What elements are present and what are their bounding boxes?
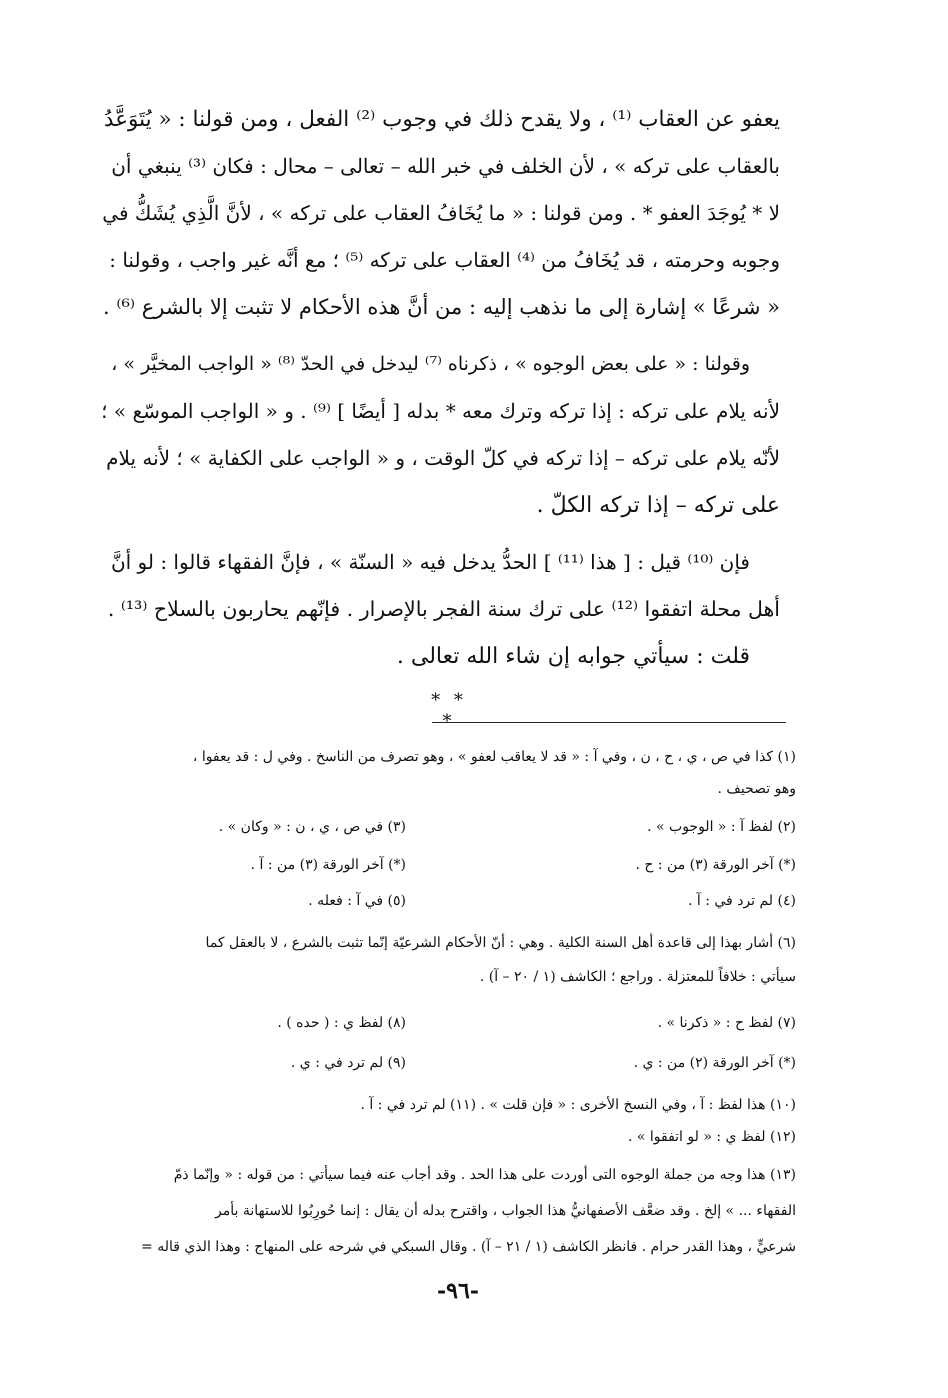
footnote-row	[106, 886, 796, 916]
footnote-10-11: (١٠) هذا لفظ : آ ، وفي النسخ الأخرى : « فإن قلت » . (١١) لم ترد في : آ .	[360, 1097, 796, 1113]
footnote-13-line-3: شرعيٍّ ، وهذا القدر حرام . فانظر الكاشف (١ / ٢١ – آ) . وقال السبكي في شرحه على المنهاج : وهذا الذي قاله =	[141, 1239, 796, 1255]
section-separator-stars: * * *	[431, 690, 467, 732]
text-line: على تركه – إذا تركه الكلّ .	[536, 493, 780, 518]
footnote-1-line-1: (١) كذا في ص ، ي ، ح ، ن ، وفي آ : « قد لا يعاقب لعفو » ، وهو تصرف من الناسخ . وفي ل : قد يعفوا ،	[192, 749, 796, 765]
footnote-2: (٢) لفظ آ : « الوجوب » .	[647, 819, 796, 835]
footnote-divider	[432, 722, 786, 723]
text-line: لأنّه يلام على تركه – إذا تركه في كلّ الوقت ، و « الواجب على الكفاية » ؛ لأنه يلام	[106, 446, 780, 470]
text-line: « شرعًا » إشارة إلى ما نذهب إليه : من أنَّ هذه الأحكام لا تثبت إلا بالشرع ⁽⁶⁾ .	[102, 295, 780, 319]
footnote-7: (٧) لفظ ح : « ذكرنا » .	[657, 1015, 796, 1031]
footnote-8: (٨) لفظ ي : ( حده ) .	[277, 1015, 406, 1031]
footnote-4: (٤) لم ترد في : آ .	[687, 893, 796, 909]
footnote-5: (٥) في آ : فعله .	[308, 893, 406, 909]
footnote-folio-marker: (*) آخر الورقة (٣) من : ح .	[635, 857, 796, 873]
footnote-13-line-1: (١٣) هذا وجه من جملة الوجوه التى أوردت على هذا الحد . وقد أجاب عنه فيما سيأتي : من قوله : « وإنّما ذمّ	[173, 1167, 796, 1183]
footnote-folio-marker: (*) آخر الورقة (٣) من : آ .	[250, 857, 406, 873]
text-line: لا * يُوجَدَ العفو * . ومن قولنا : « ما يُخَافُ العقاب على تركه » ، لأنَّ الَّذِي يُشَكُّ في	[102, 201, 780, 225]
footnote-row	[106, 1008, 796, 1038]
main-text-body	[100, 96, 780, 680]
text-line: فإن ⁽¹⁰⁾ قيل : [ هذا ⁽¹¹⁾ ] الحدُّ يدخل فيه « السنّة » ، فإنَّ الفقهاء قالوا : لو أنَّ	[110, 550, 750, 574]
text-line: بالعقاب على تركه » ، لأن الخلف في خبر الله – تعالى – محال : فكان ⁽³⁾ ينبغي أن	[111, 154, 780, 178]
footnote-9: (٩) لم ترد في : ي .	[290, 1055, 406, 1071]
footnote-row	[106, 812, 796, 842]
footnote-13-line-2: الفقهاء ... » إلخ . وقد ضعَّف الأصفهانيُّ هذا الجواب ، واقترح بدله أن يقال : إنما حُورِبُوا للاستهانة بأمر	[215, 1203, 796, 1219]
text-line: وجوبه وحرمته ، قد يُخَافُ من ⁽⁴⁾ العقاب على تركه ⁽⁵⁾ ؛ مع أنَّه غير واجب ، وقولنا :	[109, 248, 780, 272]
footnote-3: (٣) في ص ، ي ، ن : « وكان » .	[218, 819, 406, 835]
footnote-row	[106, 1048, 796, 1078]
text-line: أهل محلة اتفقوا ⁽¹²⁾ على ترك سنة الفجر بالإصرار . فإنّهم يحاربون بالسلاح ⁽¹³⁾ .	[107, 597, 780, 621]
footnote-1-line-2: وهو تصحيف .	[717, 781, 796, 797]
text-line: قلت : سيأتي جوابه إن شاء الله تعالى .	[396, 644, 750, 669]
text-line: وقولنا : « على بعض الوجوه » ، ذكرناه ⁽⁷⁾ ليدخل في الحدّ ⁽⁸⁾ « الواجب المخيَّر » ،	[111, 353, 750, 375]
text-line: لأنه يلام على تركه : إذا تركه وترك معه * بدله [ أيضًا ] ⁽⁹⁾ . و « الواجب الموسّع » ؛	[101, 399, 780, 423]
footnote-row	[106, 850, 796, 880]
page-number: -٩٦-	[437, 1278, 479, 1304]
footnote-12: (١٢) لفظ ي : « لو اتفقوا » .	[627, 1129, 796, 1145]
text-line: يعفو عن العقاب ⁽¹⁾ ، ولا يقدح ذلك في وجوب ⁽²⁾ الفعل ، ومن قولنا : « يُتَوَعَّدُ	[103, 107, 780, 132]
footnote-folio-marker: (*) آخر الورقة (٢) من : ي .	[633, 1055, 796, 1071]
footnote-6-line-1: (٦) أشار بهذا إلى قاعدة أهل السنة الكلية . وهي : أنّ الأحكام الشرعيّة إنّما تثبت بالشرع ، لا بالعقل كما	[205, 935, 796, 951]
footnote-6-line-2: سيأتي : خلافاً للمعتزلة . وراجع ؛ الكاشف (١ / ٢٠ – آ) .	[479, 969, 796, 985]
